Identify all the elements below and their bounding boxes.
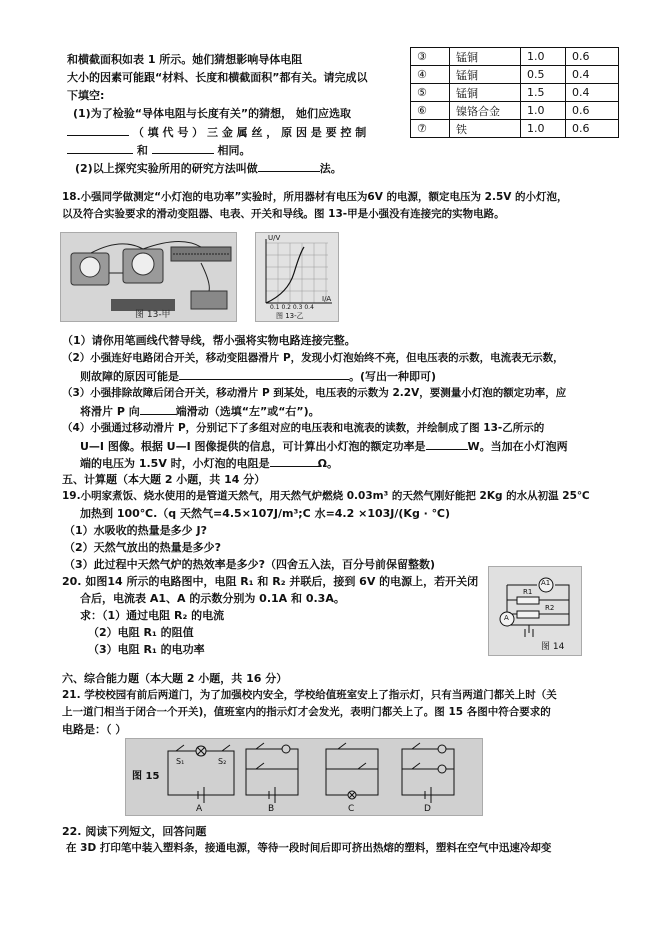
figure-13b-caption: 图 13-乙	[276, 312, 304, 320]
ui-graph	[255, 232, 339, 322]
q17-part2: (2)以上探究实验所用的研究方法叫做 法。	[75, 162, 342, 175]
q20-line1: 20. 如图14 所示的电路图中，电阻 R₁ 和 R₂ 并联后，接到 6V 的电源上，若开关闭	[62, 575, 479, 588]
table-row: ⑥ 镍铬合金 1.0 0.6	[411, 102, 619, 120]
answer-blank[interactable]	[67, 142, 133, 154]
table-row: ⑤ 锰铜 1.5 0.4	[411, 84, 619, 102]
switch-s2-label: S₂	[218, 757, 227, 766]
q17-part1-line2: （ 填 代 号 ） 三 金 属 丝 ， 原 因 是 要 控 制	[67, 124, 366, 140]
figure-13a-caption: 图 13-甲	[135, 310, 171, 320]
graph-y-axis-label: U/V	[268, 234, 281, 242]
q17-intro-line1: 和横截面积如表 1 所示。她们猜想影响导体电阻	[67, 53, 303, 66]
figure-15-circuits	[125, 738, 483, 816]
option-a-label[interactable]: A	[196, 804, 203, 814]
q18-sub4-line3: 端的电压为 1.5V 时，小灯泡的电阻是 Ω。	[80, 457, 339, 470]
option-c-label[interactable]: C	[348, 804, 355, 814]
table-row: ④ 锰铜 0.5 0.4	[411, 66, 619, 84]
option-b-label[interactable]: B	[268, 804, 275, 814]
q18-line1: 18.小强同学做测定“小灯泡的电功率”实验时，所用器材有电压为6V 的电源，额定电压为 2.5V 的小灯泡，	[62, 191, 568, 203]
q18-sub1: （1）请你用笔画线代替导线，帮小强将实物电路连接完整。	[62, 334, 356, 347]
q17-part1-line3: 和 相同。	[67, 142, 251, 158]
q17-part1-line1: (1)为了检验“导体电阻与长度有关”的猜想， 她们应选取	[73, 107, 351, 120]
switch-s1-label: S₁	[176, 757, 185, 766]
answer-blank[interactable]	[140, 403, 176, 415]
q18-line2: 以及符合实验要求的滑动变阻器、电表、开关和导线。图 13-甲是小强没有连接完的实物电路。	[62, 208, 505, 220]
ammeter-a-label: A	[504, 614, 509, 622]
q20-line2: 合后，电流表 A1、A 的示数分别为 0.1A 和 0.3A。	[80, 592, 345, 605]
table-row: ③ 锰铜 1.0 0.6	[411, 48, 619, 66]
q20-sub2: （2）电阻 R₁ 的阻值	[88, 626, 194, 639]
q18-sub3-line1: （3）小强排除故障后闭合开关，移动滑片 P 到某处，电压表的示数为 2.2V，要测量小灯泡的额定功率，应	[62, 387, 567, 399]
section-5-title: 五、计算题（本大题 2 小题，共 14 分）	[62, 473, 266, 486]
q17-intro-line3: 下填空:	[67, 89, 105, 102]
q18-sub2-line1: （2）小强连好电路闭合开关，移动变阻器滑片 P，发现小灯泡始终不亮，但电压表的示数，电流表无示数，	[62, 352, 564, 364]
figure-14-caption: 图 14	[541, 642, 565, 652]
circuit-photo	[60, 232, 237, 322]
figure-15-caption: 图 15	[132, 771, 160, 782]
q19-line1: 19.小明家煮饭、烧水使用的是管道天然气，用天然气炉燃烧 0.03m³ 的天然气刚好能把 2Kg 的水从初温 25℃	[62, 490, 590, 502]
resistor-r1-label: R1	[523, 588, 533, 596]
table-row: ⑦ 铁 1.0 0.6	[411, 120, 619, 138]
option-d-label[interactable]: D	[424, 804, 431, 814]
section-6-title: 六、综合能力题（本大题 2 小题，共 16 分）	[62, 672, 288, 685]
material-table	[410, 47, 619, 138]
answer-blank[interactable]	[258, 160, 320, 172]
q18-sub3-line2: 将滑片 P 向 端滑动（选填“左”或“右”)。	[80, 405, 320, 418]
ammeter-a1-label: A1	[541, 579, 551, 587]
q20-sub3: （3）电阻 R₁ 的电功率	[88, 643, 205, 656]
answer-blank[interactable]	[270, 455, 318, 467]
q22-passage-line1: 在 3D 打印笔中装入塑料条，接通电源，等待一段时间后即可挤出热熔的塑料，塑料在空气中迅速冷却变	[66, 842, 552, 854]
answer-blank[interactable]	[152, 142, 214, 154]
answer-blank[interactable]	[179, 368, 349, 380]
q19-sub3: （3）此过程中天然气炉的热效率是多少?（四舍五入法，百分号前保留整数)	[64, 558, 436, 571]
q18-sub2-line2: 则故障的原因可能是 。(写出一种即可)	[80, 370, 437, 383]
q21-line2: 上一道门相当于闭合一个开关)，值班室内的指示灯才会发光，表明门都关上了。图 15 各图中符合要求的	[62, 706, 551, 718]
q18-sub4-line2: U—I 图像。根据 U—I 图像提供的信息，可计算出小灯泡的额定功率是 W。当加在小灯泡两	[80, 440, 568, 453]
q19-sub2: （2）天然气放出的热量是多少?	[64, 541, 222, 554]
q18-sub4-line1: （4）小强通过移动滑片 P，分别记下了多组对应的电压表和电流表的读数，并绘制成了图 13-乙所示的	[62, 422, 545, 434]
resistor-r2-label: R2	[545, 604, 555, 612]
q21-line3: 电路是：（ ）	[62, 723, 127, 736]
q21-line1: 21. 学校校园有前后两道门，为了加强校内安全，学校给值班室安上了指示灯，只有当两道门都关上时（关	[62, 689, 557, 701]
q22-title: 22. 阅读下列短文，回答问题	[62, 825, 207, 838]
q20-sub1: 求：（1）通过电阻 R₂ 的电流	[80, 609, 225, 622]
answer-blank[interactable]	[67, 124, 129, 136]
q19-sub1: （1）水吸收的热量是多少 J?	[64, 524, 207, 537]
q17-intro-line2: 大小的因素可能跟“材料、长度和横截面积”都有关。请完成以	[67, 71, 368, 84]
graph-x-axis-label: I/A	[322, 295, 332, 303]
figure-14-circuit	[488, 566, 582, 656]
q19-line2: 加热到 100℃.（q 天然气=4.5×107J/m³;C 水=4.2 ×103J/(Kg · ℃)	[80, 507, 450, 520]
answer-blank[interactable]	[426, 438, 468, 450]
graph-x-ticks: 0.1 0.2 0.3 0.4	[270, 304, 314, 311]
